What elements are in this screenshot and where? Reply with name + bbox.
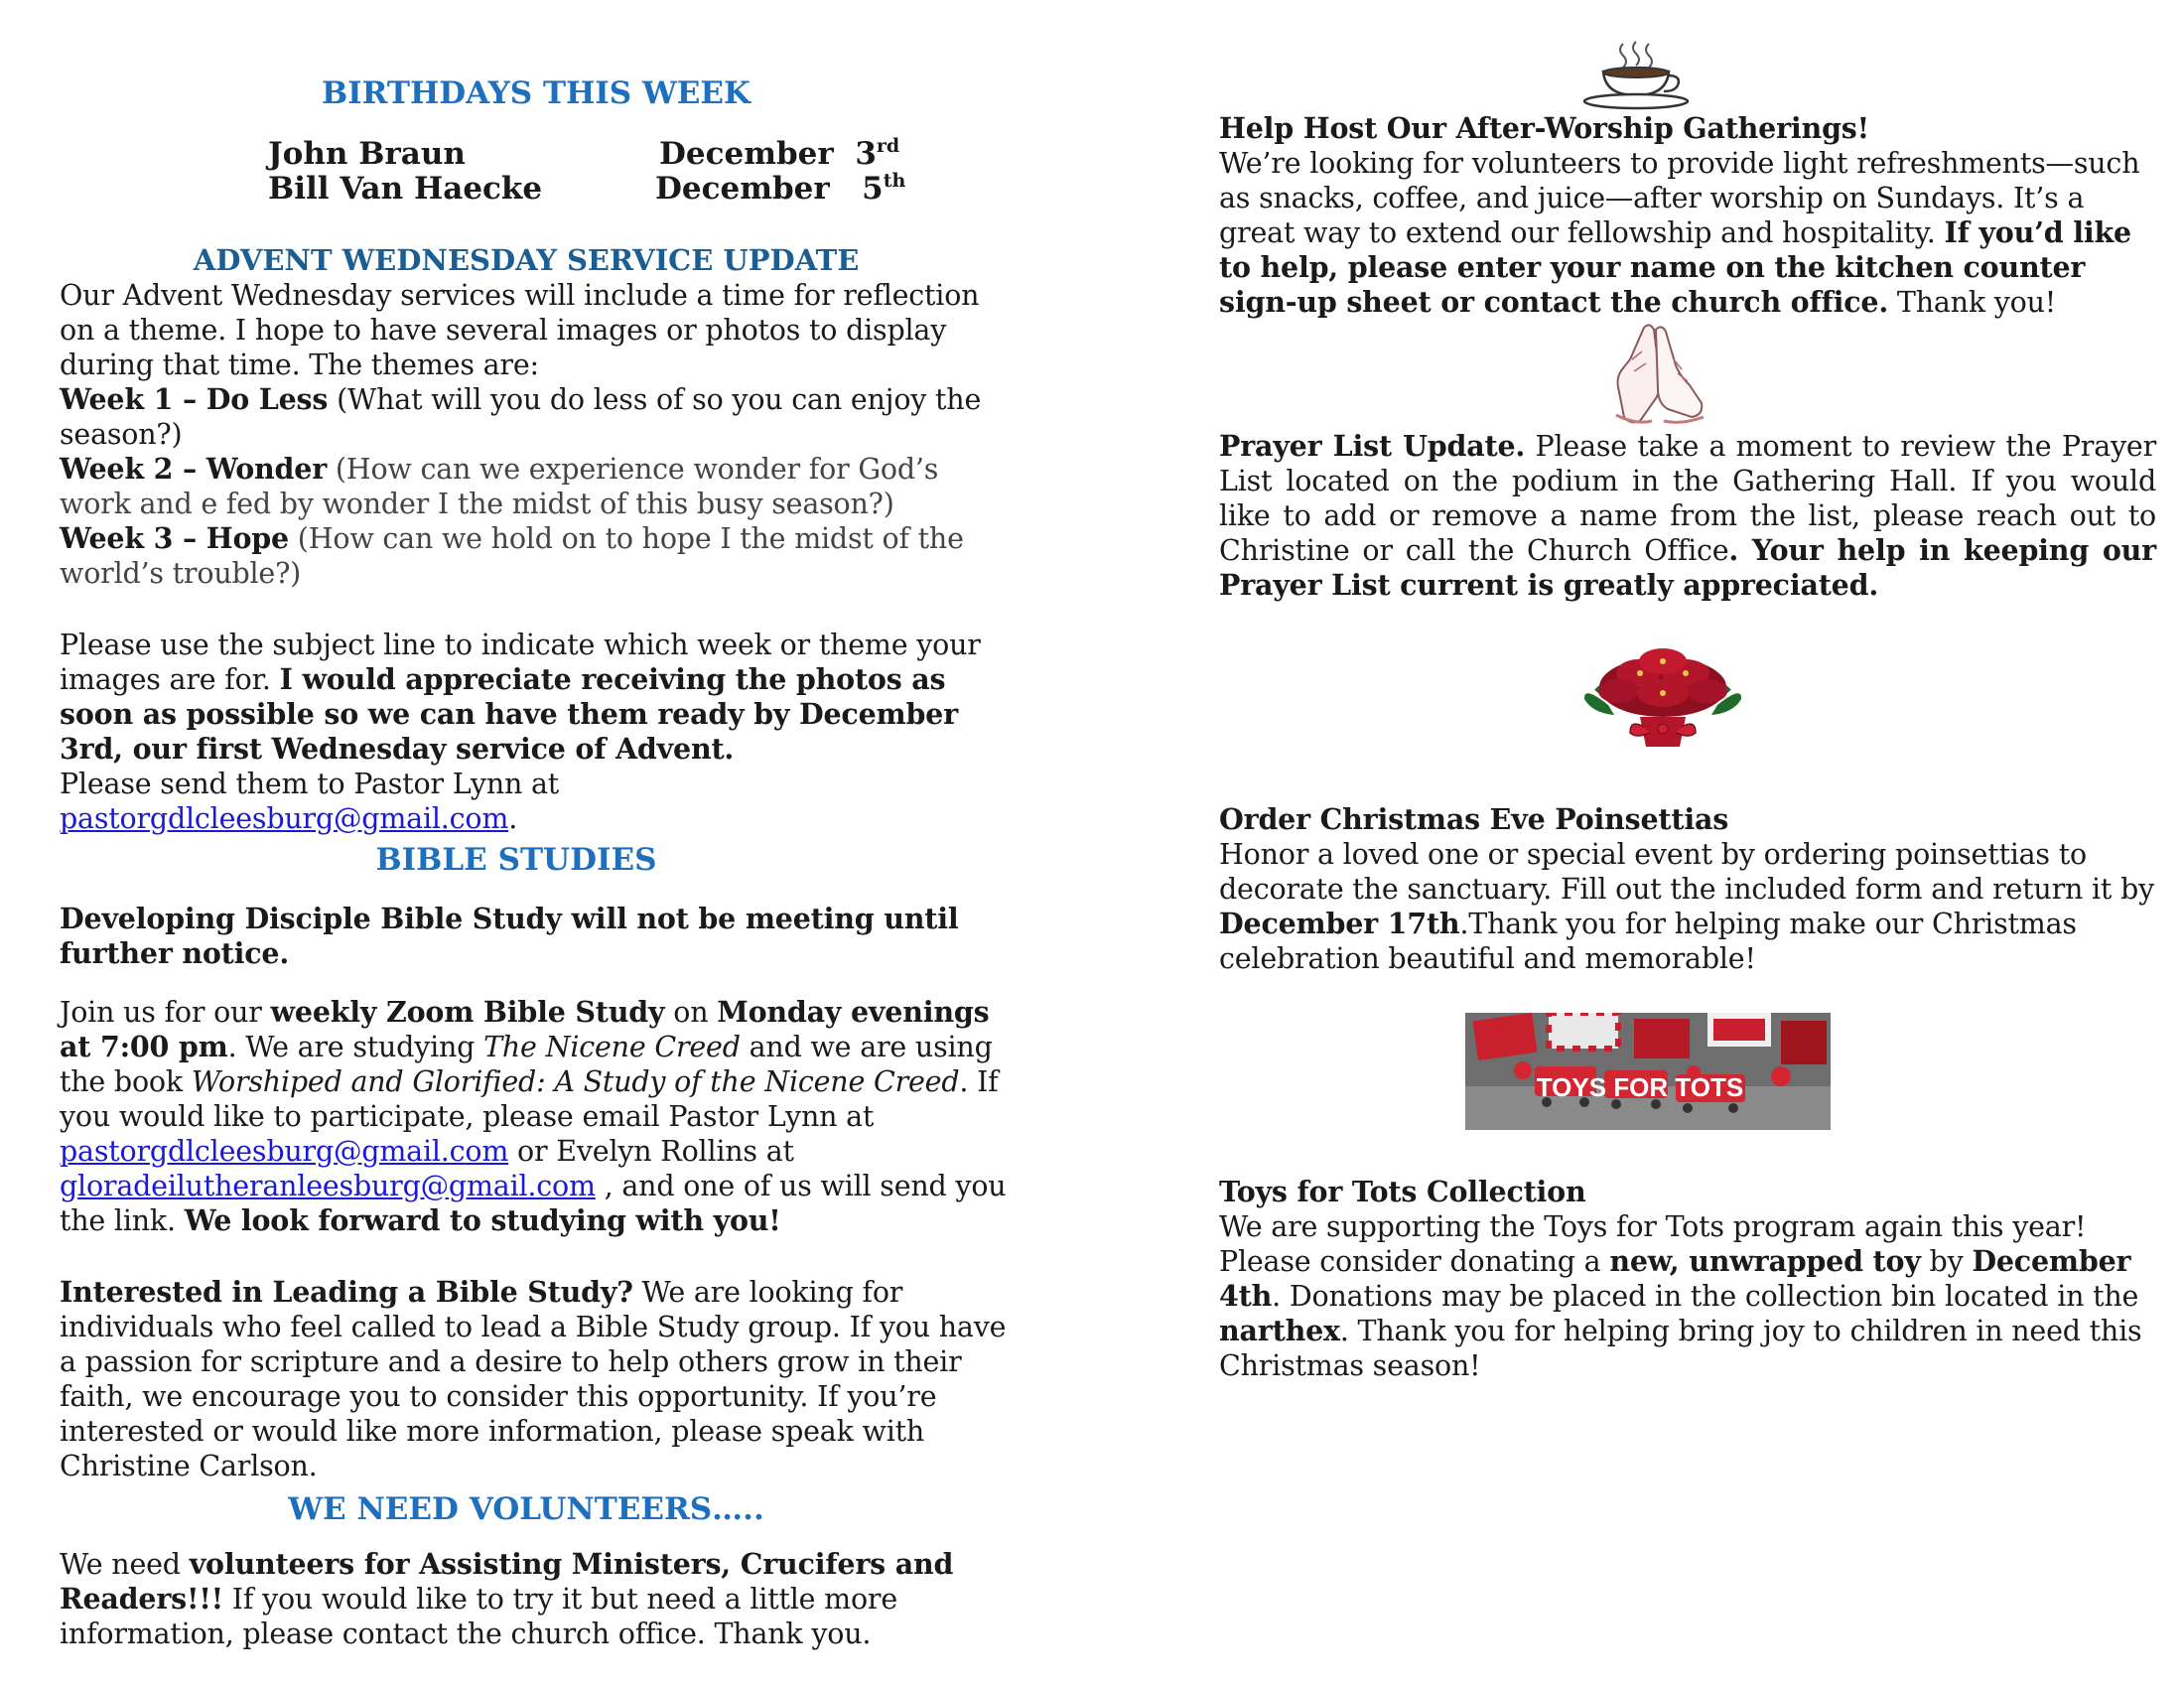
advent-intro: Our Advent Wednesday services will include a time for reflection on a theme. I hope to have several images or photos to display during that time. The themes are: xyxy=(60,279,980,381)
advent-week-3: Week 3 – Hope (How can we hold on to hope I the midst of the world’s trouble?) xyxy=(60,521,964,590)
birthday-date: December 5th xyxy=(655,170,906,207)
gatherings-paragraph: Help Host Our After-Worship Gatherings! We’re looking for volunteers to provide light refreshments—such as snacks, coffee, and juice—after worship on Sundays. It’s a great way to extend our fellowship and hospitality. If you’d like to help, please enter your name on the kitchen counter sign-up sheet or contact the church office. Thank you! xyxy=(1219,111,2140,319)
toys-for-tots-banner-image xyxy=(1465,1013,1831,1130)
volunteers-paragraph: We need volunteers for Assisting Ministers, Crucifers and Readers!!! If you would like to try it but need a little more information, please contact the church office. Thank you. xyxy=(60,1547,954,1650)
advent-week-1: Week 1 – Do Less (What will you do less of so you can enjoy the season?) xyxy=(60,382,982,451)
birthdays-heading: BIRTHDAYS THIS WEEK xyxy=(321,75,751,111)
bible-notice: Developing Disciple Bible Study will not be meeting until further notice. xyxy=(60,902,959,970)
bible-studies-heading: BIBLE STUDIES xyxy=(375,842,657,878)
advent-week-2: Week 2 – Wonder (How can we experience wonder for God’s work and e fed by wonder I the midst of this busy season?) xyxy=(60,452,939,520)
prayer-list-paragraph: Prayer List Update. Please take a moment to review the Prayer List located on the podium in the Gathering Hall. If you would like to add or remove a name from the list, please reach out to Christine or call the Church Office. Your help in keeping our Prayer List current is greatly appreciated. xyxy=(1219,429,2156,602)
leading-study-paragraph: Interested in Leading a Bible Study? We are looking for individuals who feel called to lead a Bible Study group. If you have a passion for scripture and a desire to help others grow in their faith, we encourage you to consider this opportunity. If you’re interested or would like more information, please speak with Christine Carlson. xyxy=(60,1275,1007,1482)
advent-subject-paragraph: Please use the subject line to indicate which week or theme your images are for. I would appreciate receiving the photos as soon as possible so we can have them ready by December 3rd, our first Wednesday service of Advent. Please send them to Pastor Lynn at pastorgdlcleesburg@gmail.com. xyxy=(60,629,981,835)
toys-for-tots-banner-text: TOYS FOR TOTS xyxy=(1536,1072,1744,1102)
poinsettia-image xyxy=(1578,643,1747,753)
poinsettias-paragraph: Order Christmas Eve Poinsettias Honor a loved one or special event by ordering poinsettias to decorate the sanctuary. Fill out the included form and return it by December 17th.Thank you for helping make our Christmas celebration beautiful and memorable! xyxy=(1219,802,2154,975)
pastor-email-link[interactable]: pastorgdlcleesburg@gmail.com xyxy=(60,1135,509,1168)
birthday-date: December 3rd xyxy=(659,135,900,172)
birthday-name: John Braun xyxy=(268,136,466,172)
evelyn-email-link[interactable]: gloradeilutheranleesburg@gmail.com xyxy=(60,1170,596,1202)
advent-heading: ADVENT WEDNESDAY SERVICE UPDATE xyxy=(193,243,860,277)
zoom-study-paragraph: Join us for our weekly Zoom Bible Study on Monday evenings at 7:00 pm. We are studying The Nicene Creed and we are using the book Worshiped and Glorified: A Study of the Nicene Creed. If you would like to participate, please email Pastor Lynn at pastorgdlcleesburg@gmail.com or Evelyn Rollins at gloradeilutheranleesburg@gmail.com , and one of us will send you the link. We look forward to studying with you! xyxy=(60,995,1007,1237)
praying-hands-icon xyxy=(1604,320,1709,431)
birthday-name: Bill Van Haecke xyxy=(268,171,543,207)
volunteers-heading: WE NEED VOLUNTEERS….. xyxy=(288,1491,764,1527)
pastor-email-link[interactable]: pastorgdlcleesburg@gmail.com xyxy=(60,802,509,835)
toys-for-tots-paragraph: Toys for Tots Collection We are supporting the Toys for Tots program again this year! Please consider donating a new, unwrapped toy by December 4th. Donations may be placed in the collection bin located in the narthex. Thank you for helping bring joy to children in need this Christmas season! xyxy=(1219,1175,2142,1382)
coffee-cup-icon xyxy=(1581,40,1691,111)
